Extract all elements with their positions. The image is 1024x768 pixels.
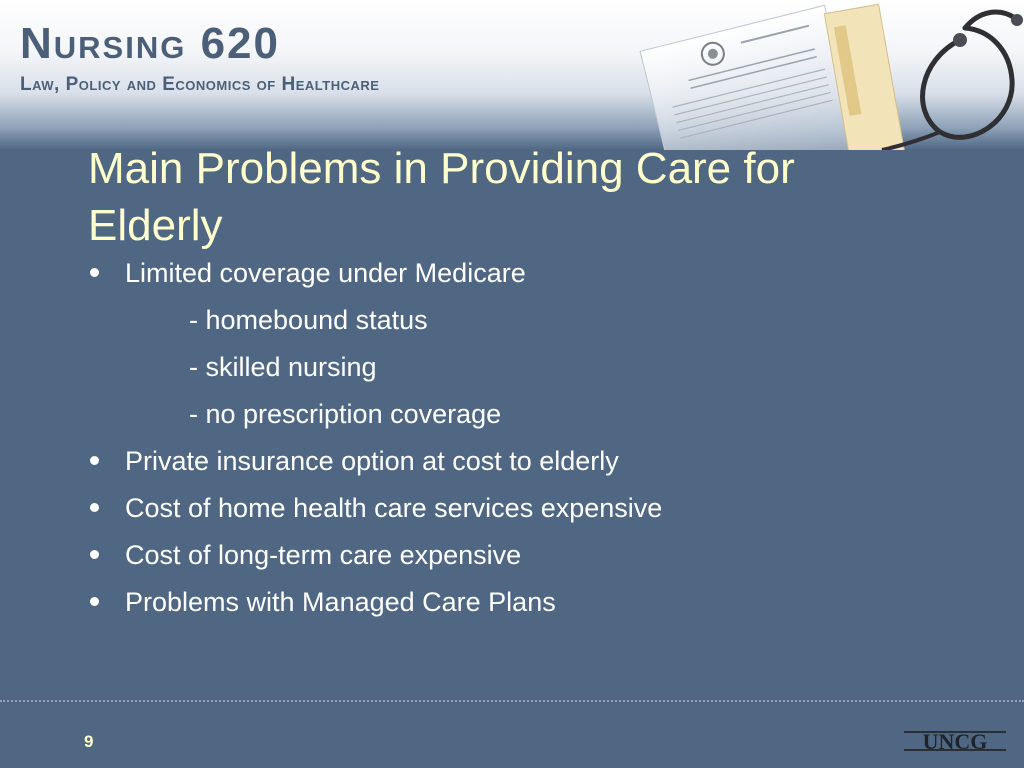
slide-title: Main Problems in Providing Care for Elderly [88, 144, 795, 250]
list-item [88, 250, 968, 297]
stethoscope-icon [620, 0, 1024, 150]
bullet-list [88, 250, 968, 626]
bullet-icon [90, 503, 99, 512]
list-item [88, 485, 968, 532]
page-number: 9 [84, 732, 94, 751]
bullet-icon [90, 268, 99, 277]
list-item-text: Problems with Managed Care Plans [125, 587, 556, 617]
list-item-text: Limited coverage under Medicare [125, 258, 526, 288]
course-title: Nursing 620 [20, 19, 280, 68]
list-item [88, 579, 968, 626]
list-item [88, 438, 968, 485]
bullet-icon [90, 550, 99, 559]
header-banner [0, 0, 1024, 150]
list-item-text: Private insurance option at cost to elderly [125, 446, 619, 476]
uncg-logo-icon [900, 718, 1010, 758]
list-item-text: Cost of long-term care expensive [125, 540, 522, 570]
list-item-text: - homebound status [189, 305, 428, 335]
bullet-icon [90, 456, 99, 465]
sub-list-item [88, 297, 968, 344]
bullet-icon [90, 597, 99, 606]
list-item-text: Cost of home health care services expensive [125, 493, 663, 523]
course-subtitle: Law, Policy and Economics of Healthcare [20, 74, 380, 95]
footer-divider [0, 700, 1024, 702]
sub-list-item [88, 391, 968, 438]
list-item [88, 532, 968, 579]
logo-text: UNCG [922, 729, 988, 754]
list-item-text: - skilled nursing [189, 352, 377, 382]
sub-list-item [88, 344, 968, 391]
list-item-text: - no prescription coverage [189, 399, 502, 429]
